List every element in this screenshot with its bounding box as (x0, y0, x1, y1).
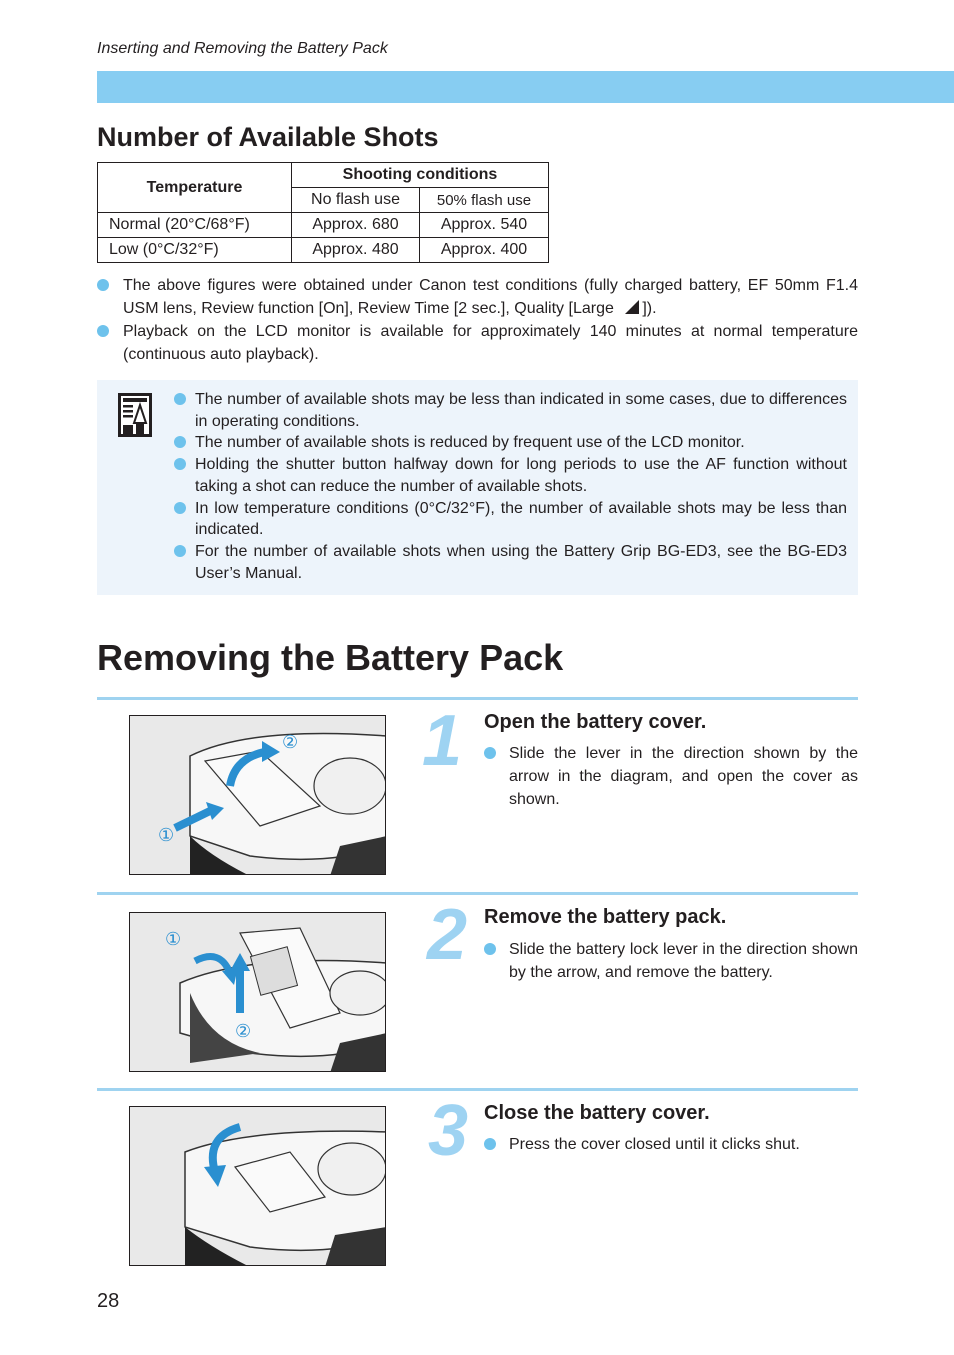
list-item (174, 541, 847, 584)
step-text (484, 938, 858, 984)
bullet-icon (174, 545, 186, 557)
list-item (484, 1133, 858, 1156)
table-row (98, 238, 549, 263)
bullet-text: The above figures were obtained under Canon test conditions (fully charged battery, EF 50mm F1.4 USM lens, Review function [On], Review Time [2 sec.], Quality [Large (123, 277, 858, 317)
list-item (174, 389, 847, 432)
step-title: Open the battery cover. (484, 711, 707, 733)
bullet-icon (484, 1138, 496, 1150)
list-item (174, 498, 847, 541)
table-header-temperature: Temperature (98, 163, 292, 213)
step-title: Close the battery cover. (484, 1102, 710, 1124)
step-number: 2 (427, 895, 468, 975)
step-bullet-text: Press the cover closed until it clicks shut. (509, 1136, 800, 1153)
note-text: Holding the shutter button halfway down for long periods to use the AF function without taking a shot can reduce the number of available shots. (195, 456, 847, 495)
bullet-icon (484, 747, 496, 759)
shots-table (97, 162, 549, 263)
list-item (97, 320, 858, 366)
step-bullet-text: Slide the battery lock lever in the direction shown by the arrow, and remove the battery. (509, 941, 858, 981)
step-number: 3 (428, 1091, 469, 1171)
table-row (98, 213, 549, 238)
bullet-icon (97, 279, 109, 291)
list-item (484, 938, 858, 984)
bullet-text: Playback on the LCD monitor is available for approximately 140 minutes at normal temperature (continuous auto playback). (123, 323, 858, 363)
step-3-photo (129, 1106, 386, 1266)
step-1-photo (129, 715, 386, 875)
table-cell-no-flash: Approx. 480 (292, 238, 420, 263)
page-number: 28 (97, 1290, 120, 1312)
step-bullet-text: Slide the lever in the direction shown by the arrow in the diagram, and open the cover as shown. (509, 745, 858, 808)
list-item (484, 742, 858, 811)
table-header-conditions: Shooting conditions (292, 163, 549, 188)
bullet-icon (484, 943, 496, 955)
bullet-icon (174, 393, 186, 405)
step-divider (97, 1088, 858, 1091)
bullet-icon (97, 325, 109, 337)
callout-1: ① (165, 929, 182, 949)
table-cell-temp: Normal (20°C/68°F) (98, 213, 292, 238)
note-text: In low temperature conditions (0°C/32°F), the number of available shots may be less than indicated. (195, 499, 847, 539)
step-title: Remove the battery pack. (484, 906, 727, 928)
callout-2: ② (282, 732, 299, 752)
fine-quality-icon (624, 299, 640, 315)
section-title-available-shots: Number of Available Shots (97, 122, 439, 152)
step-text (484, 742, 858, 811)
list-item (97, 274, 858, 320)
table-subheader-no-flash: No flash use (292, 188, 420, 213)
header-band (97, 71, 954, 103)
callout-2: ② (235, 1021, 252, 1041)
step-number: 1 (422, 701, 463, 781)
table-cell-flash: Approx. 400 (420, 238, 549, 263)
note-list (174, 389, 847, 584)
callout-1: ① (158, 825, 175, 845)
bullet-icon (174, 502, 186, 514)
note-text: The number of available shots is reduced by frequent use of the LCD monitor. (195, 434, 745, 452)
step-divider (97, 892, 858, 895)
table-cell-flash: Approx. 540 (420, 213, 549, 238)
bullet-icon (174, 436, 186, 448)
bullet-text-suffix: ]). (642, 300, 657, 317)
step-text (484, 1133, 858, 1156)
table-cell-temp: Low (0°C/32°F) (98, 238, 292, 263)
note-text: For the number of available shots when using the Battery Grip BG-ED3, see the BG-ED3 User’s Manual. (195, 542, 847, 582)
step-divider (97, 697, 858, 700)
running-header: Inserting and Removing the Battery Pack (97, 40, 388, 57)
memo-icon (118, 393, 152, 437)
bullet-icon (174, 458, 186, 470)
list-item (174, 432, 847, 454)
shots-notes (97, 274, 858, 366)
step-2-photo (129, 912, 386, 1072)
table-cell-no-flash: Approx. 680 (292, 213, 420, 238)
section-title-removing: Removing the Battery Pack (97, 637, 564, 678)
table-subheader-flash: 50% flash use (420, 188, 549, 213)
list-item (174, 454, 847, 497)
note-text: The number of available shots may be less than indicated in some cases, due to differences in operating conditions. (195, 391, 847, 430)
